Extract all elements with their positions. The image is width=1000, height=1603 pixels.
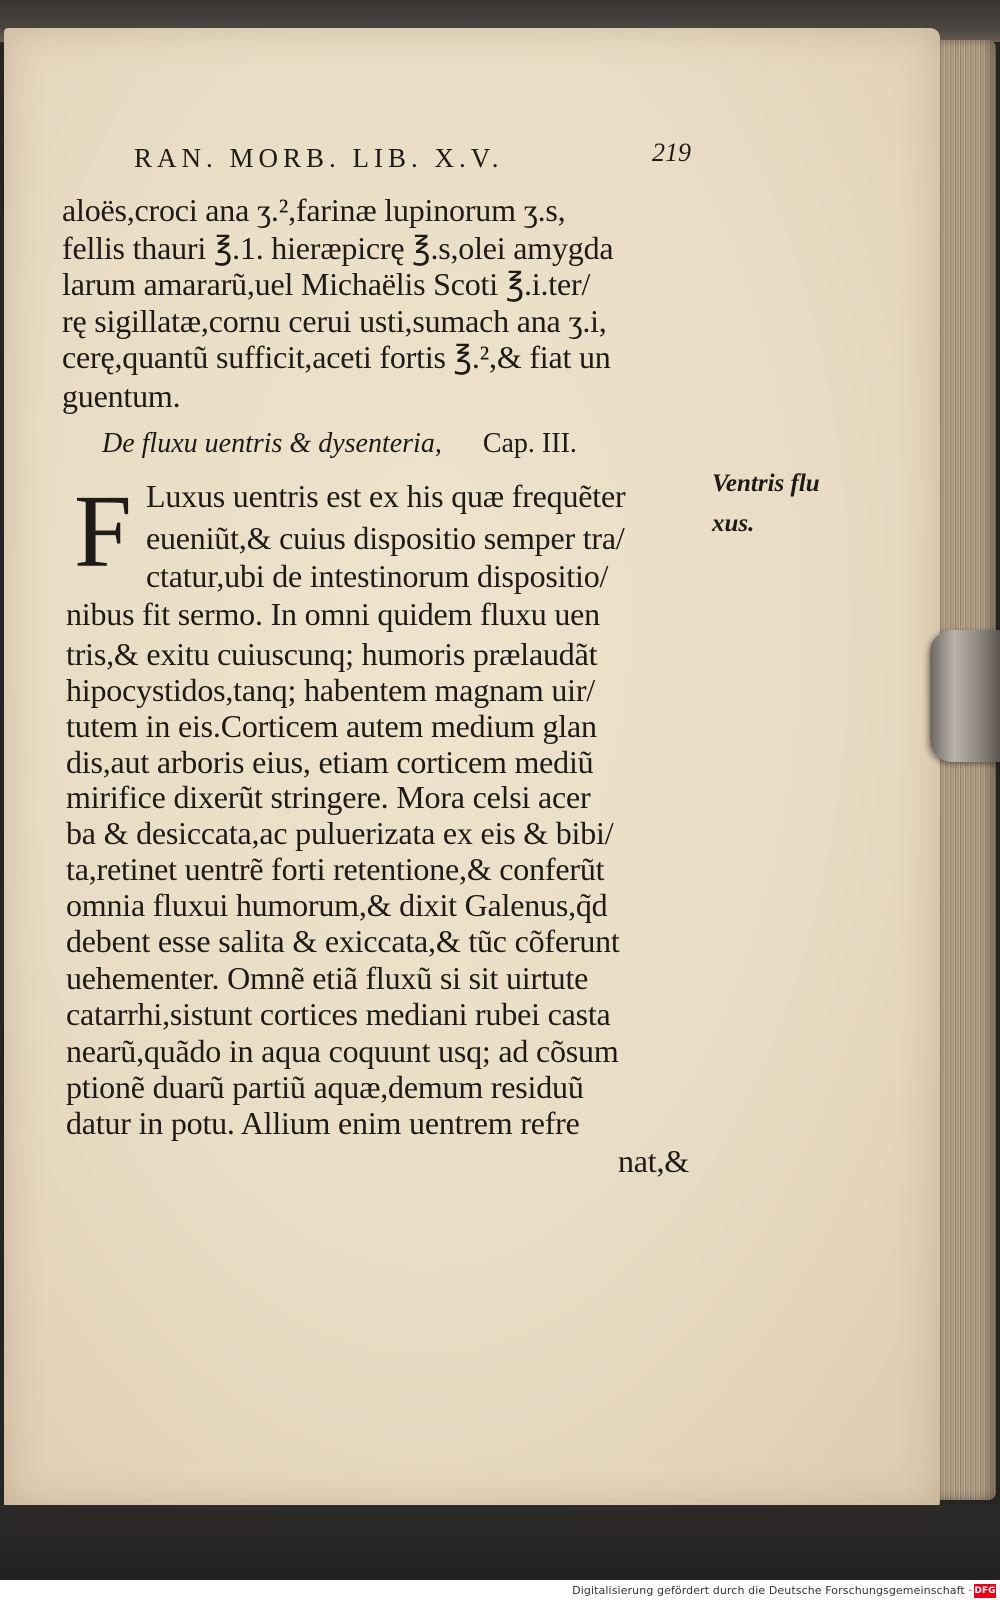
metal-clasp bbox=[930, 630, 1000, 762]
body-line: catarrhi,sistunt cortices mediani rubei casta bbox=[66, 996, 611, 1032]
body-line: hipocystidos,tanq; habentem magnam uir/ bbox=[66, 672, 595, 708]
body-line: tris,& exitu cuiuscunq; humoris prælaudãt bbox=[66, 636, 598, 672]
recipe-line: cerę,quantũ sufficit,aceti fortis ℥.²,& fiat un bbox=[62, 339, 611, 375]
chapter-label: Cap. III. bbox=[482, 428, 577, 459]
marginal-note-line: xus. bbox=[712, 510, 755, 537]
chapter-heading bbox=[102, 428, 577, 460]
digitization-credit: Digitalisierung gefördert durch die Deutsche Forschungsgemeinschaft · bbox=[572, 1584, 972, 1597]
body-line: debent esse salita & exiccata,& tũc cõferunt bbox=[66, 923, 620, 959]
recipe-line: larum amararũ,uel Michaëlis Scoti ℥.i.ter/ bbox=[62, 266, 591, 302]
body-line: Luxus uentris est ex his quæ frequẽter bbox=[146, 478, 626, 514]
body-line: ba & desiccata,ac puluerizata ex eis & bibi/ bbox=[66, 815, 614, 851]
body-line: tutem in eis.Corticem autem medium glan bbox=[66, 708, 597, 744]
body-line: nearũ,quãdo in aqua coquunt usq; ad cõsum bbox=[66, 1033, 619, 1069]
running-head: RAN. MORB. LIB. X.V. bbox=[134, 143, 504, 173]
body-line: ptionẽ duarũ partiũ aquæ,demum residuũ bbox=[66, 1069, 584, 1105]
dfg-logo: DFG bbox=[974, 1586, 996, 1596]
body-line: nibus fit sermo. In omni quidem fluxu uen bbox=[66, 596, 600, 632]
body-line: eueniũt,& cuius dispositio semper tra/ bbox=[146, 520, 625, 556]
chapter-title: De fluxu uentris & dysenteria, bbox=[102, 428, 442, 459]
catchword: nat,& bbox=[618, 1143, 689, 1179]
initial-letter: F bbox=[74, 478, 132, 576]
body-line: omnia fluxui humorum,& dixit Galenus,q̃d bbox=[66, 887, 608, 923]
recipe-line: aloës,croci ana ʒ.²,farinæ lupinorum ʒ.s, bbox=[62, 192, 566, 228]
body-line: ta,retinet uentrẽ forti retentione,& conferũt bbox=[66, 851, 605, 887]
recipe-line: fellis thauri ℥.1. hieræpicrę ℥.s,olei amygda bbox=[62, 230, 614, 266]
body-line: ctatur,ubi de intestinorum dispositio/ bbox=[146, 558, 609, 594]
body-line: dis,aut arboris eius, etiam corticem mediũ bbox=[66, 744, 594, 780]
marginal-note-line: Ventris flu bbox=[712, 470, 820, 497]
body-line: uehementer. Omnẽ etiã fluxũ si sit uirtute bbox=[66, 960, 589, 996]
body-line: mirifice dixerũt stringere. Mora celsi acer bbox=[66, 779, 591, 815]
page-number: 219 bbox=[652, 138, 691, 167]
body-line: datur in potu. Allium enim uentrem refre bbox=[66, 1105, 580, 1141]
recipe-line: rę sigillatæ,cornu cerui usti,sumach ana ʒ.i, bbox=[62, 303, 607, 339]
decorated-initial-f bbox=[72, 478, 140, 576]
page-edges bbox=[940, 40, 996, 1500]
recipe-line: guentum. bbox=[62, 378, 181, 414]
